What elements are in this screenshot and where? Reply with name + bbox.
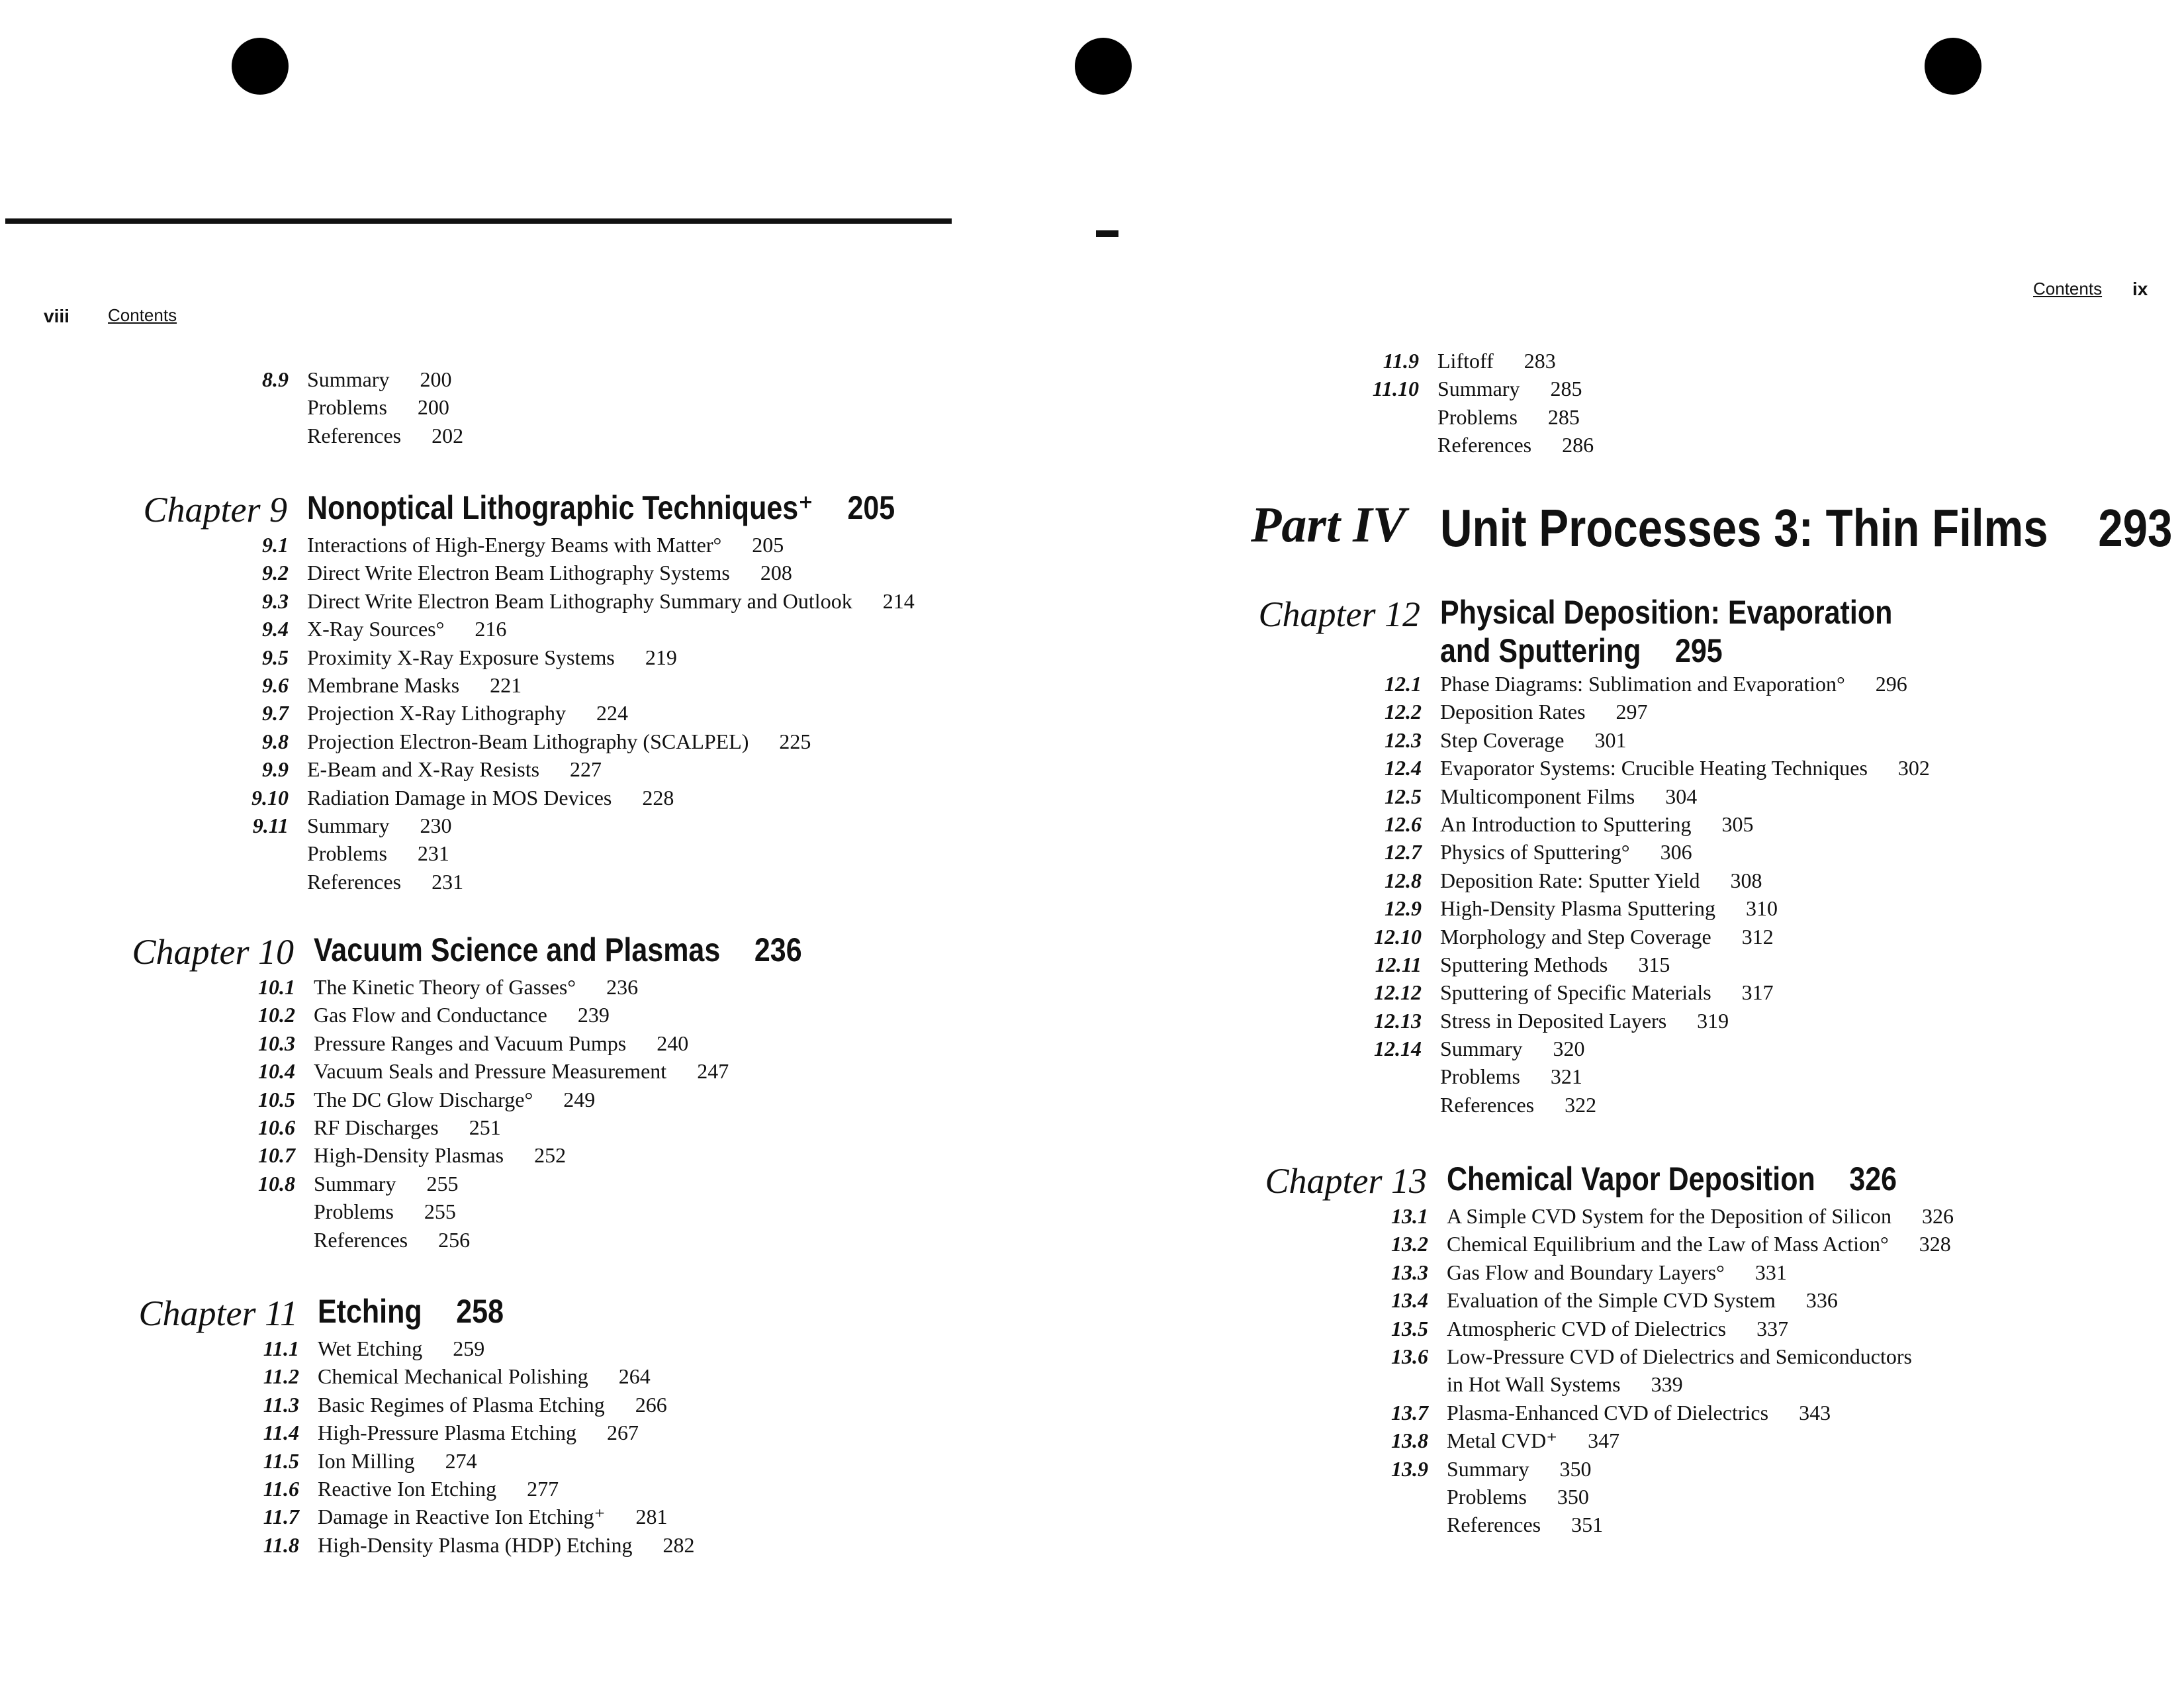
binder-hole-right bbox=[1925, 38, 1981, 95]
section-page: 319 bbox=[1697, 1008, 1729, 1033]
section-page: 249 bbox=[563, 1087, 596, 1111]
toc-row[interactable] bbox=[1391, 1315, 1970, 1342]
section-number: 10.8 bbox=[258, 1171, 295, 1196]
chapter-heading[interactable] bbox=[1265, 1160, 1970, 1202]
chapter-page: 236 bbox=[754, 931, 802, 968]
section-page: 224 bbox=[596, 701, 629, 726]
section-title: Vacuum Seals and Pressure Measurement bbox=[314, 1059, 667, 1084]
chapter-label: Chapter 12 bbox=[1258, 594, 1420, 634]
section-title: Projection X-Ray Lithography bbox=[307, 701, 567, 726]
toc-row[interactable] bbox=[1437, 431, 1594, 459]
toc-row[interactable] bbox=[258, 1113, 882, 1141]
page-number-left: viii bbox=[44, 306, 69, 326]
toc-row[interactable] bbox=[1374, 923, 1966, 951]
section-title: References bbox=[307, 423, 402, 447]
toc-row[interactable] bbox=[262, 559, 991, 586]
section-number: 13.6 bbox=[1391, 1344, 1428, 1368]
section-page: 302 bbox=[1897, 756, 1930, 780]
section-number: 9.11 bbox=[252, 813, 289, 837]
chapter-heading[interactable] bbox=[1258, 593, 1966, 634]
binder-hole-left bbox=[232, 38, 289, 95]
toc-row[interactable] bbox=[1391, 1455, 1970, 1483]
section-title: References bbox=[1437, 433, 1532, 457]
toc-row[interactable] bbox=[1385, 726, 1966, 754]
section-number: 12.2 bbox=[1385, 700, 1422, 724]
section-page: 231 bbox=[432, 869, 464, 894]
part-title-row bbox=[1440, 498, 2184, 559]
section-title: X-Ray Sources° bbox=[307, 617, 445, 641]
section-page: 331 bbox=[1754, 1260, 1787, 1284]
section-page: 321 bbox=[1550, 1064, 1582, 1089]
section-page: 297 bbox=[1615, 700, 1648, 724]
section-number: 12.10 bbox=[1374, 924, 1422, 949]
toc-row[interactable] bbox=[314, 1197, 882, 1225]
section-number: 11.4 bbox=[263, 1421, 299, 1445]
section-page: 296 bbox=[1875, 672, 1907, 696]
section-title: Ion Milling bbox=[318, 1448, 415, 1473]
section-page: 315 bbox=[1638, 952, 1670, 976]
section-title: Gas Flow and Conductance bbox=[314, 1003, 547, 1027]
section-page: 285 bbox=[1547, 404, 1580, 429]
section-title: Problems bbox=[307, 395, 387, 420]
section-page: 231 bbox=[417, 841, 449, 866]
toc-row[interactable] bbox=[307, 422, 463, 449]
section-title: References bbox=[1440, 1092, 1535, 1117]
section-title: High-Pressure Plasma Etching bbox=[318, 1421, 577, 1445]
section-page: 255 bbox=[424, 1199, 456, 1224]
section-number: 9.5 bbox=[262, 645, 289, 669]
section-title: Stress in Deposited Layers bbox=[1440, 1008, 1667, 1033]
running-header-left: Contents bbox=[108, 305, 177, 325]
toc-row[interactable] bbox=[1375, 951, 1966, 978]
section-page: 240 bbox=[657, 1031, 689, 1055]
toc-row[interactable] bbox=[262, 755, 991, 783]
toc-row[interactable] bbox=[262, 531, 991, 559]
toc-row[interactable] bbox=[1374, 1007, 1966, 1035]
toc-row[interactable] bbox=[258, 1001, 882, 1029]
section-title: Low-Pressure CVD of Dielectrics and Semiconductors bbox=[1447, 1344, 1912, 1368]
section-page: 259 bbox=[453, 1336, 485, 1360]
section-page: 350 bbox=[1557, 1484, 1589, 1509]
chapter-label: Chapter 9 bbox=[143, 490, 287, 530]
section-title: Problems bbox=[1440, 1064, 1520, 1089]
section-page: 214 bbox=[882, 588, 915, 613]
section-page: 267 bbox=[607, 1421, 639, 1445]
section-title: Summary bbox=[314, 1171, 396, 1196]
section-page: 282 bbox=[662, 1532, 695, 1557]
section-page: 264 bbox=[618, 1364, 651, 1389]
toc-row[interactable] bbox=[262, 587, 991, 615]
chapter-title: Physical Deposition: Evaporation bbox=[1440, 594, 1893, 631]
section-number: 10.6 bbox=[258, 1115, 295, 1139]
running-header-right: Contents bbox=[2033, 279, 2103, 299]
section-number: 9.2 bbox=[262, 561, 289, 585]
section-page: 227 bbox=[570, 757, 602, 782]
section-number: 10.3 bbox=[258, 1031, 295, 1055]
section-title: Projection Electron-Beam Lithography (SCALPEL) bbox=[307, 729, 749, 753]
section-page: 208 bbox=[760, 561, 792, 585]
chapter-heading-continued bbox=[1440, 632, 1966, 670]
toc-chapter-11 bbox=[138, 1292, 695, 1559]
section-title: Chemical Equilibrium and the Law of Mass Action° bbox=[1447, 1232, 1889, 1256]
chapter-title: Etching bbox=[318, 1293, 422, 1330]
section-number: 12.1 bbox=[1385, 672, 1422, 696]
chapter-page: 295 bbox=[1674, 632, 1723, 669]
section-number: 12.3 bbox=[1385, 727, 1422, 752]
section-page: 350 bbox=[1559, 1456, 1592, 1481]
toc-row[interactable] bbox=[1372, 375, 1594, 402]
section-number: 12.6 bbox=[1385, 812, 1422, 836]
section-number: 10.4 bbox=[258, 1059, 295, 1084]
section-number: 9.9 bbox=[262, 757, 289, 782]
section-number: 12.11 bbox=[1375, 952, 1422, 976]
section-number: 11.1 bbox=[263, 1336, 299, 1360]
toc-row[interactable] bbox=[314, 1226, 882, 1254]
section-page: 351 bbox=[1571, 1513, 1604, 1537]
section-title: Wet Etching bbox=[318, 1336, 423, 1360]
toc-row[interactable] bbox=[1440, 1062, 1966, 1090]
section-title: A Simple CVD System for the Deposition of Silicon bbox=[1447, 1204, 1891, 1228]
section-number: 12.12 bbox=[1374, 980, 1422, 1005]
toc-row[interactable] bbox=[258, 1170, 882, 1197]
section-title: E-Beam and X-Ray Resists bbox=[307, 757, 540, 782]
section-number: 12.13 bbox=[1374, 1008, 1422, 1033]
section-title: Summary bbox=[307, 813, 390, 837]
section-page: 251 bbox=[469, 1115, 501, 1139]
section-number: 13.5 bbox=[1391, 1316, 1428, 1340]
toc-row[interactable] bbox=[1385, 894, 1966, 922]
section-page: 286 bbox=[1562, 433, 1594, 457]
section-number: 10.1 bbox=[258, 975, 295, 999]
section-title: The DC Glow Discharge° bbox=[314, 1087, 533, 1111]
toc-row[interactable] bbox=[258, 1029, 882, 1057]
toc-row[interactable] bbox=[1385, 670, 1966, 698]
section-page: 281 bbox=[635, 1505, 668, 1529]
section-title: Problems bbox=[1447, 1484, 1527, 1509]
section-number: 11.3 bbox=[263, 1392, 299, 1417]
section-page: 221 bbox=[490, 673, 522, 697]
chapter-label: Chapter 10 bbox=[132, 932, 294, 972]
part-page: 293 bbox=[2098, 498, 2173, 557]
part-label: Part IV bbox=[1251, 497, 1406, 553]
toc-row[interactable] bbox=[1385, 838, 1966, 866]
toc-row[interactable] bbox=[1440, 1091, 1966, 1119]
section-number: 9.3 bbox=[262, 588, 289, 613]
toc-row[interactable] bbox=[263, 1362, 695, 1390]
section-title: High-Density Plasmas bbox=[314, 1143, 504, 1168]
chapter-page: 205 bbox=[847, 489, 895, 526]
toc-row[interactable] bbox=[307, 868, 991, 896]
section-title: Radiation Damage in MOS Devices bbox=[307, 785, 612, 810]
section-title: Chemical Mechanical Polishing bbox=[318, 1364, 588, 1389]
toc-row[interactable] bbox=[263, 1531, 695, 1559]
section-title: Summary bbox=[1447, 1456, 1529, 1481]
section-number: 13.8 bbox=[1391, 1429, 1428, 1453]
toc-chapter-9 bbox=[143, 489, 991, 896]
section-number: 12.7 bbox=[1385, 840, 1422, 865]
section-title: Problems bbox=[314, 1199, 394, 1224]
toc-row[interactable] bbox=[1391, 1202, 1970, 1230]
chapter-page: 326 bbox=[1849, 1160, 1897, 1197]
toc-row[interactable] bbox=[1385, 754, 1966, 782]
section-title: Problems bbox=[1437, 404, 1518, 429]
section-page: 305 bbox=[1721, 812, 1754, 836]
section-title: Deposition Rate: Sputter Yield bbox=[1440, 868, 1700, 892]
section-page: 216 bbox=[475, 617, 507, 641]
section-number: 13.3 bbox=[1391, 1260, 1428, 1284]
section-page: 202 bbox=[432, 423, 464, 447]
section-title: in Hot Wall Systems bbox=[1447, 1372, 1621, 1397]
toc-row[interactable] bbox=[263, 1475, 695, 1503]
toc-row[interactable] bbox=[1383, 347, 1594, 375]
section-number: 13.7 bbox=[1391, 1400, 1428, 1425]
binder-hole-center bbox=[1075, 38, 1132, 95]
section-page: 205 bbox=[752, 533, 784, 557]
section-number: 13.1 bbox=[1391, 1204, 1428, 1228]
section-number: 12.5 bbox=[1385, 784, 1422, 808]
toc-block-ch8-end bbox=[262, 365, 464, 449]
chapter-label: Chapter 13 bbox=[1265, 1161, 1427, 1201]
section-title: Liftoff bbox=[1437, 349, 1494, 373]
toc-row[interactable] bbox=[262, 615, 991, 643]
section-title: Gas Flow and Boundary Layers° bbox=[1447, 1260, 1725, 1284]
section-title: Direct Write Electron Beam Lithography Systems bbox=[307, 561, 730, 585]
section-number: 11.10 bbox=[1372, 377, 1419, 401]
toc-row[interactable] bbox=[1391, 1399, 1970, 1427]
section-title: Multicomponent Films bbox=[1440, 784, 1635, 808]
toc-row[interactable] bbox=[262, 699, 991, 727]
part-heading[interactable] bbox=[1251, 496, 1406, 554]
toc-row[interactable] bbox=[1385, 782, 1966, 810]
toc-row[interactable] bbox=[1385, 867, 1966, 894]
section-title: References bbox=[314, 1227, 408, 1252]
toc-row[interactable] bbox=[1391, 1258, 1970, 1286]
section-page: 308 bbox=[1730, 868, 1762, 892]
section-title: Problems bbox=[307, 841, 387, 866]
section-page: 336 bbox=[1805, 1288, 1838, 1313]
section-number: 11.5 bbox=[263, 1448, 299, 1473]
top-rule-left bbox=[5, 218, 952, 224]
section-page: 200 bbox=[420, 367, 452, 391]
section-number: 9.8 bbox=[262, 729, 289, 753]
toc-row[interactable] bbox=[262, 727, 991, 755]
chapter-heading[interactable] bbox=[143, 489, 991, 531]
section-page: 322 bbox=[1565, 1092, 1597, 1117]
section-number: 11.7 bbox=[263, 1505, 299, 1529]
section-title: Reactive Ion Etching bbox=[318, 1476, 497, 1501]
toc-row[interactable] bbox=[263, 1335, 695, 1362]
section-page: 339 bbox=[1651, 1372, 1683, 1397]
section-title: Damage in Reactive Ion Etching⁺ bbox=[318, 1505, 606, 1529]
section-number: 12.14 bbox=[1374, 1037, 1422, 1061]
section-number: 11.9 bbox=[1383, 349, 1419, 373]
toc-row[interactable] bbox=[251, 784, 991, 812]
section-page: 266 bbox=[635, 1392, 667, 1417]
section-number: 10.7 bbox=[258, 1143, 295, 1168]
toc-row[interactable] bbox=[1385, 698, 1966, 726]
section-title: The Kinetic Theory of Gasses° bbox=[314, 975, 576, 999]
section-title: RF Discharges bbox=[314, 1115, 439, 1139]
section-number: 13.9 bbox=[1391, 1456, 1428, 1481]
section-number: 12.4 bbox=[1385, 756, 1422, 780]
toc-block-ch11-end bbox=[1372, 347, 1594, 459]
section-title: Summary bbox=[1440, 1037, 1523, 1061]
section-number: 9.4 bbox=[262, 617, 289, 641]
section-page: 317 bbox=[1741, 980, 1774, 1005]
section-title: Interactions of High-Energy Beams with Matter° bbox=[307, 533, 722, 557]
section-page: 200 bbox=[417, 395, 449, 420]
toc-row[interactable] bbox=[262, 365, 463, 393]
section-title: Evaluation of the Simple CVD System bbox=[1447, 1288, 1776, 1313]
section-page: 343 bbox=[1799, 1400, 1831, 1425]
toc-row[interactable] bbox=[263, 1391, 695, 1419]
section-number: 10.2 bbox=[258, 1003, 295, 1027]
section-page: 301 bbox=[1594, 727, 1627, 752]
chapter-page: 258 bbox=[456, 1293, 504, 1330]
toc-row[interactable] bbox=[1385, 810, 1966, 838]
part-title: Unit Processes 3: Thin Films bbox=[1440, 498, 2048, 557]
section-page: 277 bbox=[527, 1476, 559, 1501]
section-title: Membrane Masks bbox=[307, 673, 460, 697]
section-title: An Introduction to Sputtering bbox=[1440, 812, 1692, 836]
section-page: 328 bbox=[1919, 1232, 1951, 1256]
toc-row[interactable] bbox=[1391, 1427, 1970, 1454]
toc-row[interactable] bbox=[1447, 1370, 1970, 1398]
section-page: 228 bbox=[642, 785, 674, 810]
section-page: 255 bbox=[426, 1171, 459, 1196]
section-page: 274 bbox=[445, 1448, 477, 1473]
section-page: 219 bbox=[645, 645, 677, 669]
section-title: Sputtering of Specific Materials bbox=[1440, 980, 1711, 1005]
section-page: 239 bbox=[577, 1003, 610, 1027]
section-page: 252 bbox=[534, 1143, 567, 1168]
section-page: 310 bbox=[1745, 896, 1778, 921]
toc-chapter-12 bbox=[1258, 593, 1966, 1119]
chapter-heading[interactable] bbox=[132, 931, 882, 973]
section-title: Atmospheric CVD of Dielectrics bbox=[1447, 1316, 1727, 1340]
toc-chapter-10 bbox=[132, 931, 882, 1254]
section-title: Sputtering Methods bbox=[1440, 952, 1608, 976]
top-rule-mark bbox=[1096, 230, 1118, 237]
section-number: 12.8 bbox=[1385, 868, 1422, 892]
chapter-title-line2: and Sputtering bbox=[1440, 632, 1641, 669]
toc-row[interactable] bbox=[262, 671, 991, 699]
section-title: High-Density Plasma (HDP) Etching bbox=[318, 1532, 633, 1557]
section-page: 326 bbox=[1921, 1204, 1954, 1228]
section-number: 13.4 bbox=[1391, 1288, 1428, 1313]
toc-row[interactable] bbox=[307, 839, 991, 867]
section-number: 9.6 bbox=[262, 673, 289, 697]
toc-row[interactable] bbox=[1391, 1286, 1970, 1314]
section-number: 10.5 bbox=[258, 1087, 295, 1111]
section-title: References bbox=[307, 869, 402, 894]
toc-row[interactable] bbox=[1447, 1483, 1970, 1511]
section-number: 9.7 bbox=[262, 701, 289, 726]
page-number-right: ix bbox=[2132, 279, 2148, 299]
section-title: Step Coverage bbox=[1440, 727, 1565, 752]
section-number: 9.1 bbox=[262, 533, 289, 557]
section-title: Direct Write Electron Beam Lithography Summary and Outlook bbox=[307, 588, 852, 613]
section-title: Metal CVD⁺ bbox=[1447, 1429, 1558, 1453]
toc-row[interactable] bbox=[262, 643, 991, 671]
toc-row[interactable] bbox=[1437, 403, 1594, 431]
section-page: 337 bbox=[1756, 1316, 1789, 1340]
toc-row[interactable] bbox=[252, 812, 991, 839]
section-title: Pressure Ranges and Vacuum Pumps bbox=[314, 1031, 627, 1055]
section-title: High-Density Plasma Sputtering bbox=[1440, 896, 1715, 921]
toc-row[interactable] bbox=[1374, 978, 1966, 1006]
chapter-heading[interactable] bbox=[138, 1292, 695, 1335]
toc-row[interactable] bbox=[263, 1503, 695, 1530]
section-page: 256 bbox=[438, 1227, 471, 1252]
toc-row[interactable] bbox=[258, 1141, 882, 1169]
section-title: References bbox=[1447, 1513, 1541, 1537]
section-page: 304 bbox=[1665, 784, 1698, 808]
chapter-title: Nonoptical Lithographic Techniques⁺ bbox=[307, 489, 813, 526]
section-number: 9.10 bbox=[251, 785, 289, 810]
section-number: 11.8 bbox=[263, 1532, 299, 1557]
section-title: Physics of Sputtering° bbox=[1440, 840, 1630, 865]
section-number: 11.2 bbox=[263, 1364, 299, 1389]
section-title: Summary bbox=[1437, 377, 1520, 401]
section-page: 306 bbox=[1660, 840, 1692, 865]
toc-row[interactable] bbox=[1374, 1035, 1966, 1062]
section-page: 347 bbox=[1588, 1429, 1620, 1453]
section-number: 11.6 bbox=[263, 1476, 299, 1501]
section-title: Phase Diagrams: Sublimation and Evaporation° bbox=[1440, 672, 1845, 696]
toc-row[interactable] bbox=[258, 1057, 882, 1085]
section-page: 320 bbox=[1553, 1037, 1585, 1061]
section-title: Plasma-Enhanced CVD of Dielectrics bbox=[1447, 1400, 1769, 1425]
toc-row[interactable] bbox=[1391, 1230, 1970, 1258]
section-number: 8.9 bbox=[262, 367, 289, 391]
section-title: Deposition Rates bbox=[1440, 700, 1586, 724]
section-number: 12.9 bbox=[1385, 896, 1422, 921]
toc-row[interactable] bbox=[307, 393, 463, 421]
chapter-label: Chapter 11 bbox=[138, 1293, 298, 1333]
toc-row[interactable] bbox=[258, 973, 882, 1001]
section-title: Summary bbox=[307, 367, 390, 391]
section-page: 285 bbox=[1550, 377, 1582, 401]
section-page: 283 bbox=[1524, 349, 1556, 373]
toc-row[interactable] bbox=[1447, 1511, 1970, 1538]
section-page: 236 bbox=[606, 975, 639, 999]
section-number: 13.2 bbox=[1391, 1232, 1428, 1256]
section-page: 225 bbox=[779, 729, 811, 753]
section-title: Morphology and Step Coverage bbox=[1440, 924, 1711, 949]
section-title: Proximity X-Ray Exposure Systems bbox=[307, 645, 615, 669]
chapter-title: Vacuum Science and Plasmas bbox=[314, 931, 721, 968]
toc-row[interactable] bbox=[263, 1419, 695, 1446]
chapter-title: Chemical Vapor Deposition bbox=[1447, 1160, 1815, 1197]
toc-row[interactable] bbox=[258, 1086, 882, 1113]
section-page: 312 bbox=[1741, 924, 1774, 949]
section-title: Evaporator Systems: Crucible Heating Techniques bbox=[1440, 756, 1868, 780]
toc-chapter-13 bbox=[1265, 1160, 1970, 1539]
section-page: 230 bbox=[420, 813, 452, 837]
toc-row[interactable] bbox=[1391, 1342, 1970, 1370]
toc-row[interactable] bbox=[263, 1447, 695, 1475]
section-page: 247 bbox=[697, 1059, 729, 1084]
section-title: Basic Regimes of Plasma Etching bbox=[318, 1392, 605, 1417]
